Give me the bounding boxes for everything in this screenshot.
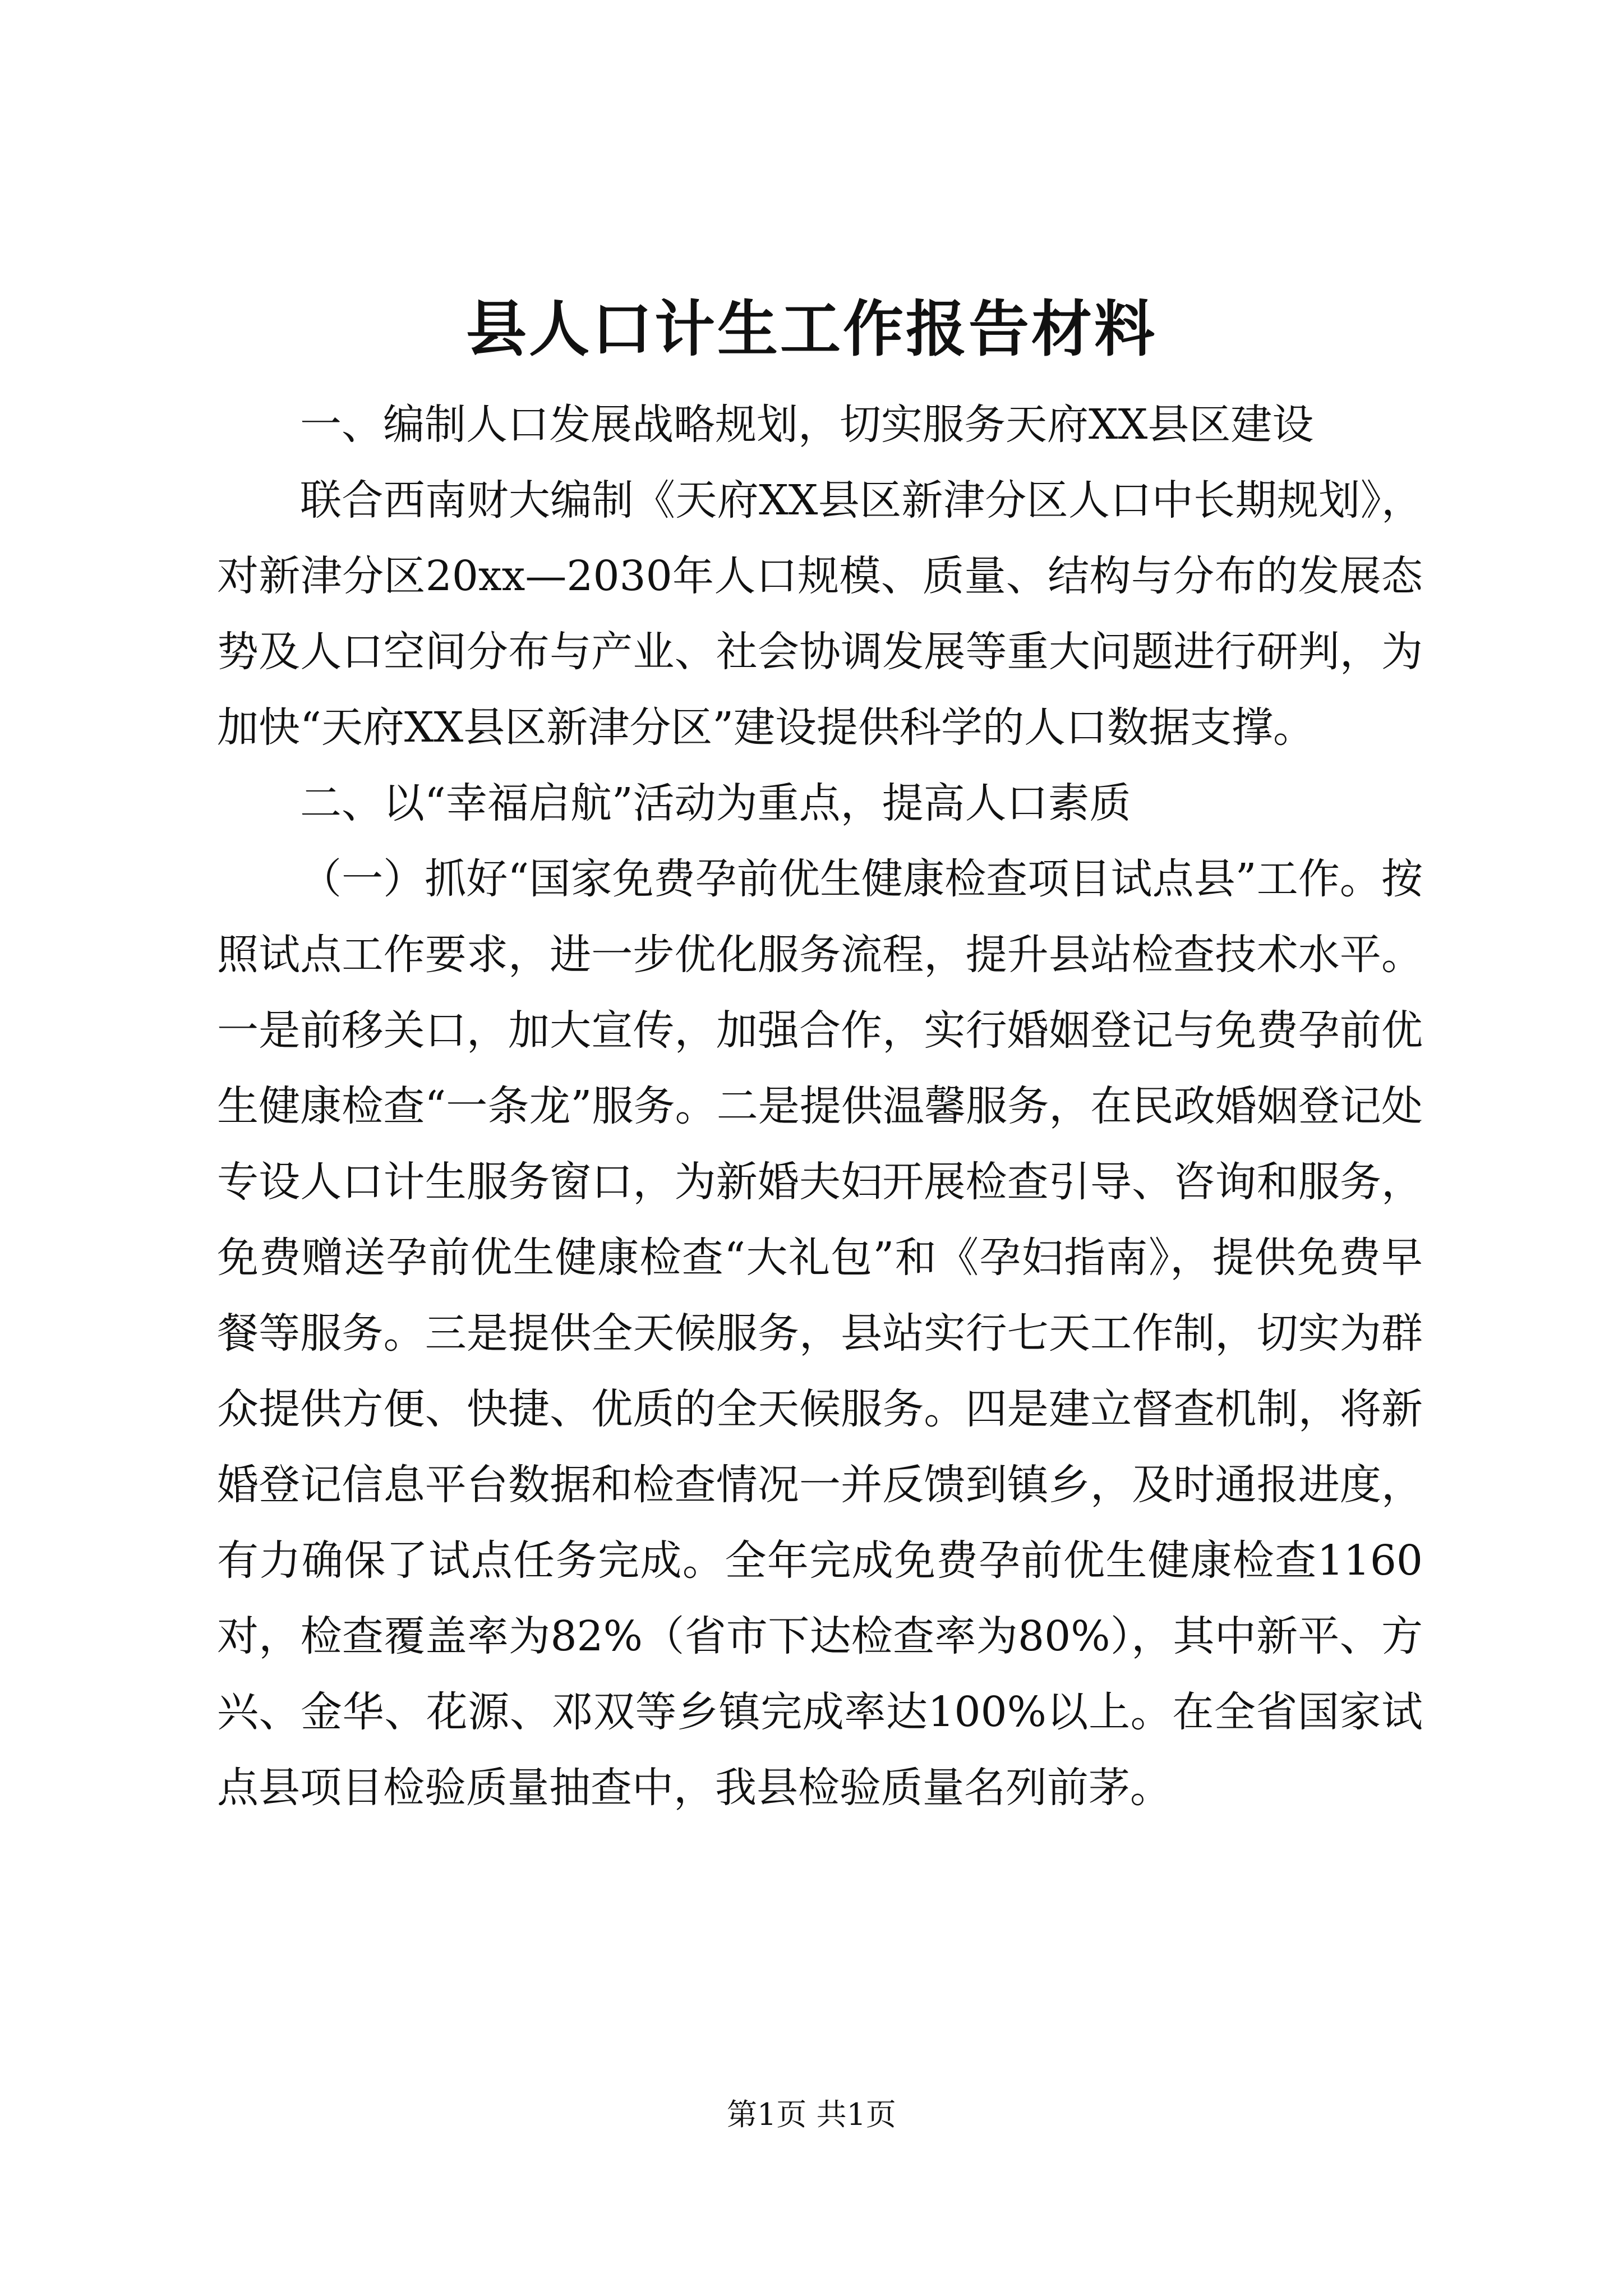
section-heading-2: 二、以“幸福启航”活动为重点，提高人口素质 xyxy=(300,779,1131,827)
document-body xyxy=(217,387,1423,1826)
paragraph-pilot-project: （一）抓好“国家免费孕前优生健康检查项目试点县”工作。按照试点工作要求，进一步优化服务流程，提升县站检查技术水平。一是前移关口，加大宣传，加强合作，实行婚姻登记与免费孕前优生健康检查“一条龙”服务。二是提供温馨服务，在民政婚姻登记处专设人口计生服务窗口，为新婚夫妇开展检查引导、咨询和服务，免费赠送孕前优生健康检查“大礼包”和《孕妇指南》，提供免费早餐等服务。三是提供全天候服务，县站实行七天工作制，切实为群众提供方便、快捷、优质的全天候服务。四是建立督查机制，将新婚登记信息平台数据和检查情况一并反馈到镇乡，及时通报进度，有力确保了试点任务完成。全年完成免费孕前优生健康检查1160对，检查覆盖率为82%（省市下达检查率为80%），其中新平、方兴、金华、花源、邓双等乡镇完成率达100%以上。在全省国家试点县项目检验质量抽查中，我县检验质量名列前茅。 xyxy=(217,855,1423,1812)
document-title: 县人口计生工作报告材料 xyxy=(465,294,1157,365)
paragraph-planning: 联合西南财大编制《天府XX县区新津分区人口中长期规划》，对新津分区20xx—2030年人口规模、质量、结构与分布的发展态势及人口空间分布与产业、社会协调发展等重大问题进行研判，为加快“天府XX县区新津分区”建设提供科学的人口数据支撑。 xyxy=(217,476,1423,752)
section-heading-1: 一、编制人口发展战略规划，切实服务天府XX县区建设 xyxy=(300,401,1314,449)
page-footer: 第1页 共1页 xyxy=(727,2097,896,2132)
